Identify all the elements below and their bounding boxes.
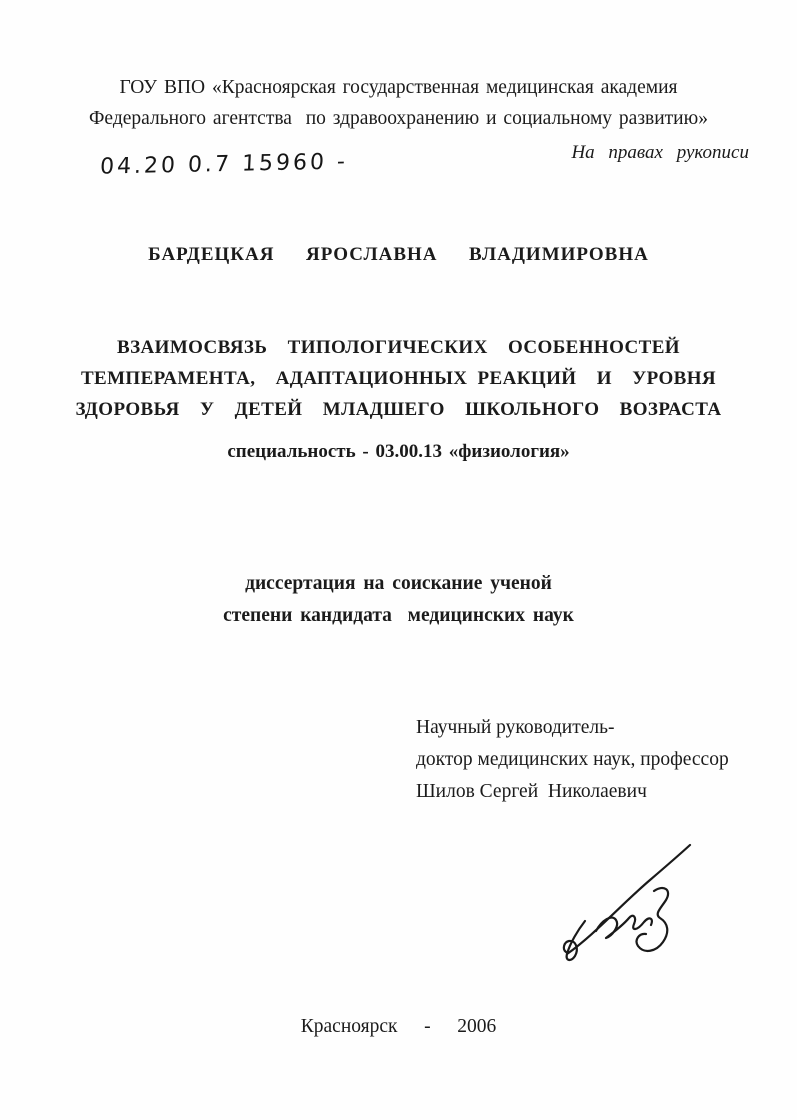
institution-line-2: Федерального агентства по здравоохранению и социальному развитию» <box>89 108 708 129</box>
handwritten-accession-number: 04.20 0.7 15960 - <box>99 149 349 180</box>
dissertation-title <box>0 332 797 425</box>
dissertation-title-line-3: ЗДОРОВЬЯ У ДЕТЕЙ МЛАДШЕГО ШКОЛЬНОГО ВОЗРАСТА <box>75 399 722 420</box>
dissertation-title-line-2: ТЕМПЕРАМЕНТА, АДАПТАЦИОННЫХ РЕАКЦИЙ И УРОВНЯ <box>80 368 717 389</box>
specialty-code: специальность - 03.00.13 «физиология» <box>227 441 570 462</box>
supervisor-signature <box>538 828 703 968</box>
degree-statement-line-1: диссертация на соискание ученой <box>245 573 552 594</box>
supervisor-block <box>416 712 729 808</box>
author-name: БАРДЕЦКАЯ ЯРОСЛАВНА ВЛАДИМИРОВНА <box>148 244 649 265</box>
degree-statement <box>0 568 797 632</box>
degree-statement-line-2: степени кандидата медицинских наук <box>223 605 574 626</box>
dissertation-title-line-1: ВЗАИМОСВЯЗЬ ТИПОЛОГИЧЕСКИХ ОСОБЕННОСТЕЙ <box>117 337 680 358</box>
institution-header <box>0 72 797 134</box>
supervisor-credentials: доктор медицинских наук, профессор <box>416 749 729 770</box>
signature-icon <box>538 828 703 968</box>
institution-line-1: ГОУ ВПО «Красноярская государственная медицинская академия <box>119 77 678 98</box>
manuscript-rights-note: На правах рукописи <box>571 142 749 163</box>
city-and-year: Красноярск - 2006 <box>300 1016 497 1037</box>
supervisor-role: Научный руководитель- <box>416 717 615 738</box>
supervisor-name: Шилов Сергей Николаевич <box>416 781 647 802</box>
